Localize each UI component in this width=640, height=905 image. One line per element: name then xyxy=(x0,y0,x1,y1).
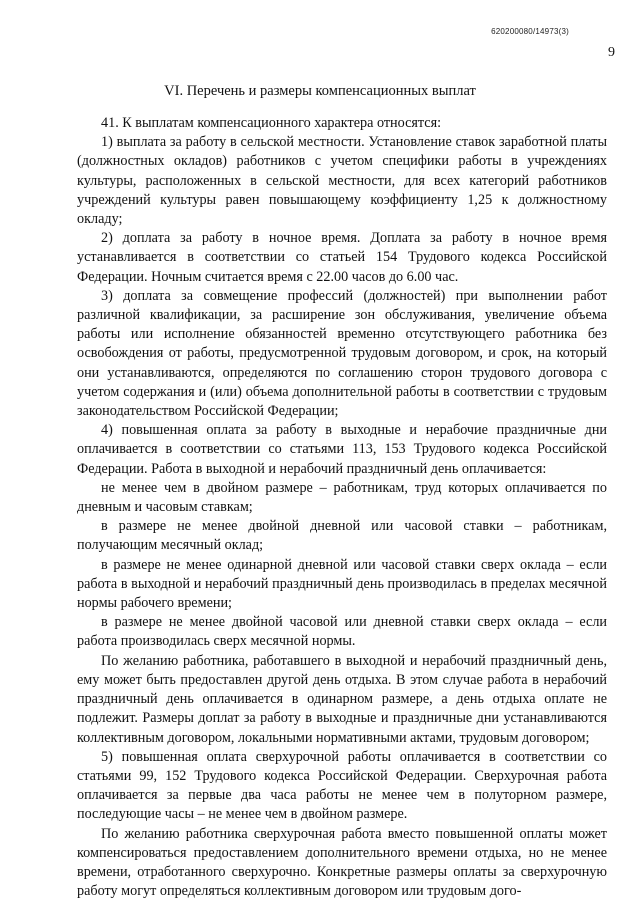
paragraph-holiday-rate-2: в размере не менее двойной дневной или часовой ставки – работникам, получающим месячный оклад; xyxy=(77,518,607,554)
paragraph-item-5-overtime: 5) повышенная оплата сверхурочной работы оплачивается в соответствии со статьями 99, 152 Трудового кодекса Российской Федерации. Сверхурочная работа оплачивается за первые два часа работы не менее чем в полуторном размере, последующие часы – не менее чем в двойном размере. xyxy=(77,748,607,823)
paragraph-day-off-option: По желанию работника, работавшего в выходной и нерабочий праздничный день, ему может быть предоставлен другой день отдыха. В этом случае работа в нерабочий праздничный день оплачивается в одинарном размере, а день отдыха оплате не подлежит. Размеры доплат за работу в выходные и праздничные дни устанавливаются коллективным договором, локальными нормативными актами, трудовым договором; xyxy=(77,652,607,746)
paragraph-item-2-night: 2) доплата за работу в ночное время. Доплата за работу в ночное время устанавливается в соответствии со статьей 154 Трудового кодекса Российской Федерации. Ночным считается время с 22.00 часов до 6.00 час. xyxy=(77,230,607,285)
paragraph-holiday-rate-3: в размере не менее одинарной дневной или часовой ставки сверх оклада – если работа в выходной и нерабочий праздничный день производилась в пределах месячной нормы рабочего времени; xyxy=(77,556,607,612)
paragraph-item-4-holidays: 4) повышенная оплата за работу в выходные и нерабочие праздничные дни оплачивается в соответствии со статьями 113, 153 Трудового кодекса Российской Федерации. Работа в выходной и нерабочий праздничный день оплачивается: xyxy=(77,422,607,477)
paragraph-holiday-rate-4: в размере не менее двойной часовой или дневной ставки сверх оклада – если работа производилась сверх месячной нормы. xyxy=(77,614,607,650)
paragraph-overtime-compensation: По желанию работника сверхурочная работа вместо повышенной оплаты может компенсироваться предоставлением дополнительного времени отдыха, но не менее времени, отработанного сверхурочно. Конкретные размеры оплаты за сверхурочную работу могут определяться коллективным договором или трудовым дого- xyxy=(77,825,607,900)
section-title: VI. Перечень и размеры компенсационных выплат xyxy=(164,83,476,99)
document-body xyxy=(77,114,607,901)
paragraph-41-intro: 41. К выплатам компенсационного характера относятся: xyxy=(101,115,442,131)
paragraph-item-3-combination: 3) доплата за совмещение профессий (должностей) при выполнении работ различной квалификации, за расширение зон обслуживания, увеличение объема работы или исполнение обязанностей временно отсутствующего работника без освобождения от работы, предусмотренной трудовым договором, и срок, на который они устанавливаются, определяются по соглашению сторон трудового договора с учетом содержания и (или) объема дополнительной работы в соответствии с трудовым законодательством Российской Федерации; xyxy=(77,287,607,420)
document-code: 620200080/14973(3) xyxy=(491,27,569,36)
page-number: 9 xyxy=(608,45,615,60)
paragraph-holiday-rate-1: не менее чем в двойном размере – работникам, труд которых оплачивается по дневным и часовым ставкам; xyxy=(77,479,607,516)
paragraph-item-1-rural: 1) выплата за работу в сельской местности. Установление ставок заработной платы (должностных окладов) работников с учетом специфики работы в учреждениях культуры, расположенных в сельской местности, для всех категорий работников учреждений культуры равен повышающему коэффициенту 1,25 к должностному окладу; xyxy=(77,134,607,228)
